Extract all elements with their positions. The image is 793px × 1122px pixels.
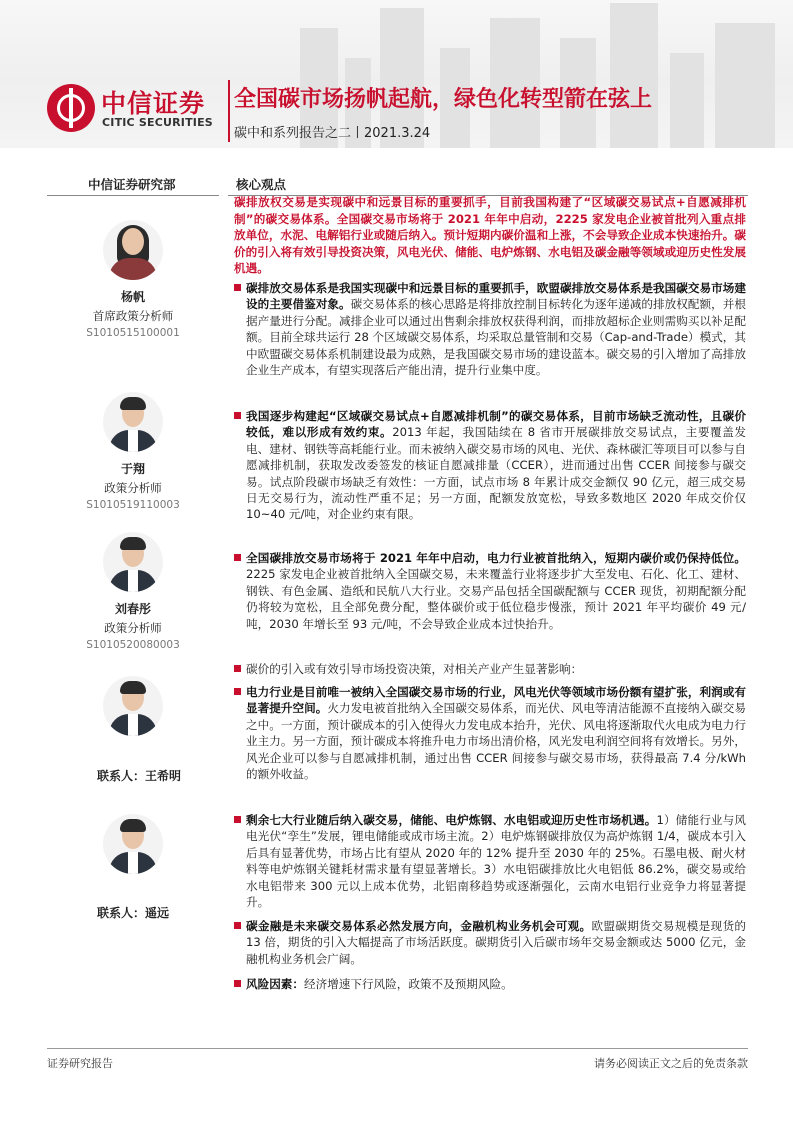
list-item — [234, 280, 746, 378]
section-title: 核心观点 — [236, 177, 287, 192]
bullet-heading: 碳排放交易体系是我国实现碳中和远景目标的重要抓手，欧盟碳排放交易体系是我国碳交易市场建设的主要借鉴对象。 — [246, 281, 746, 312]
bullet-marker-icon — [234, 665, 241, 672]
bullet-text: 火力发电被首批纳入全国碳交易体系，而光伏、风电等清洁能源不直接纳入碳交易之中。一方面，预计碳成本的引入使得火力发电成本抬升，光伏、风电将逐渐取代火电成为电力行业主力。另一方面，预计碳成本将推升电力市场出清价格，风光发电利润空间将有效增长。另外，风光企业可以参与自愿减排机制，通过出售 CCER 间接参与碳交易市场，获得最高 7.4 分/kWh 的额外收益。 — [246, 701, 746, 782]
bullet-text: 2013 年起，我国陆续在 8 省市开展碳排放交易试点，主要覆盖发电、建材、钢铁等高耗能行业。而未被纳入碳交易市场的风电、光伏、森林碳汇等项目可以参与自愿减排机制，获取发改委签发的核证自愿减排量（CCER），进而通过出售 CCER 间接参与碳交易。试点阶段碳市场缺乏有效性：一方面，试点市场 8 年累计成交金额仅 90 亿元，超三成交易日无交易行为，流动性严重不足；另一方面，配额发放宽松，导致多数地区 2020 年成交价仅 10~40 元/吨，对企业约束有限。 — [246, 425, 746, 522]
analyst-card — [47, 392, 219, 511]
bullet-heading: 电力行业是目前唯一被纳入全国碳交易市场的行业，风电光伏等领域市场份额有望扩张，利润或有显著提升空间。 — [246, 685, 746, 716]
summary-paragraph: 碳排放权交易是实现碳中和远景目标的重要抓手，目前我国构建了“区域碳交易试点+自愿减排机制”的碳交易体系。全国碳交易市场将于 2021 年年中启动，2225 家发电企业被首批列入重点排放单位，水泥、电解铝行业或随后纳入。预计短期内碳价温和上涨，不会导致企业成本快速抬升。碳价的引入将有效引导投资决策，风电光伏、储能、电炉炼钢、水电铝及碳金融等领域或迎历史性发展机遇。 — [234, 195, 746, 275]
analyst-id: S1010515100001 — [86, 327, 180, 339]
title-divider — [228, 80, 230, 142]
avatar — [103, 220, 163, 280]
list-item — [234, 661, 746, 677]
analyst-title: 首席政策分析师 — [92, 309, 174, 323]
bullet-text: 碳价的引入或有效引导市场投资决策，对相关产业产生显著影响： — [246, 662, 583, 676]
analyst-id: S1010519110003 — [86, 499, 180, 511]
list-item — [234, 976, 746, 992]
bullet-marker-icon — [234, 412, 241, 419]
logo-text-cn: 中信证券 — [101, 89, 206, 118]
bullet-heading: 风险因素： — [246, 977, 304, 991]
list-item — [234, 550, 746, 632]
bullet-text: 1）储能行业与风电光伏“孪生”发展，锂电储能或成市场主流。2）电炉炼钢碳排放仅为高炉炼钢 1/4，碳成本引入后具有显著优势，市场占比有望从 2020 年的 12% 提升至 2030 年的 25%。石墨电极、耐火材料等电炉炼钢关键耗材需求量有望显著增长。3）水电铝碳排放比火电铝低 86.2%，碳交易或给水电铝带来 300 元以上成本优势，北铝南移趋势或逐渐强化，云南水电铝行业竞争力将显著提升。 — [246, 813, 746, 910]
report-title: 全国碳市场扬帆起航，绿色化转型箭在弦上 — [234, 87, 653, 112]
footer-left: 证券研究报告 — [47, 1057, 113, 1070]
bullet-heading: 碳金融是未来碳交易体系必然发展方向，金融机构业务机会可观。 — [246, 919, 592, 933]
footer-divider — [47, 1048, 748, 1049]
list-item — [234, 408, 746, 523]
bullet-text: 碳交易体系的核心思路是将排放控制目标转化为逐年递减的排放权配额，并根据产量进行分配。减排企业可以通过出售剩余排放权获得利润，而排放超标企业则需购买以补足配额。目前全球共运行 28 个区域碳交易体系，均采取总量管制和交易（Cap-and-Trade）模式，其中欧盟碳交易体系机制建设最为成熟，是我国碳交易市场的建设蓝本。碳交易的引入增加了高排放企业生产成本，有望实现落后产能出清，提升行业集中度。 — [246, 297, 746, 378]
list-item — [234, 812, 746, 910]
bullet-text: 2225 家发电企业被首批纳入全国碳交易，未来覆盖行业将逐步扩大至发电、石化、化工、建材、钢铁、有色金属、造纸和民航八大行业。交易产品包括全国碳配额与 CCER 现货，初期配额分配仍将较为宽松，且全部免费分配，整体碳价或于低位稳步慢涨，预计 2021 年平均碳价 49 元/吨，2030 年增长至 93 元/吨，不会导致企业成本过快抬升。 — [246, 567, 746, 631]
bullet-marker-icon — [234, 980, 241, 987]
citic-logo-icon — [47, 84, 95, 132]
analyst-name: 于翔 — [120, 462, 145, 476]
avatar — [103, 676, 163, 736]
bullet-marker-icon — [234, 554, 241, 561]
bullet-text: 经济增速下行风险，政策不及预期风险。 — [303, 977, 513, 991]
institute-name: 中信证券研究部 — [88, 177, 176, 192]
analyst-card — [47, 532, 219, 651]
bullet-marker-icon — [234, 816, 241, 823]
report-subtitle: 碳中和系列报告之二丨2021.3.24 — [234, 126, 431, 141]
logo-text-en: CITIC SECURITIES — [102, 116, 213, 129]
bullet-heading: 剩余七大行业随后纳入碳交易，储能、电炉炼钢、水电铝或迎历史性市场机遇。 — [246, 813, 657, 827]
bullet-marker-icon — [234, 688, 241, 695]
avatar — [103, 532, 163, 592]
contact-label: 联系人：遥远 — [97, 906, 170, 920]
list-item — [234, 918, 746, 967]
bullet-marker-icon — [234, 284, 241, 291]
analyst-id: S1010520080003 — [86, 639, 180, 651]
bullet-heading: 我国逐步构建起“区域碳交易试点+自愿减排机制”的碳交易体系，目前市场缺乏流动性，且碳价较低，难以形成有效约束。 — [246, 409, 746, 440]
sidebar-divider — [47, 195, 219, 196]
bullet-marker-icon — [234, 922, 241, 929]
list-item — [234, 684, 746, 782]
building-graphic — [670, 53, 704, 148]
analyst-title: 政策分析师 — [104, 481, 162, 495]
avatar — [103, 392, 163, 452]
footer-disclaimer: 请务必阅读正文之后的免责条款 — [594, 1057, 748, 1070]
building-graphic — [610, 3, 658, 148]
analyst-name: 刘春彤 — [114, 602, 151, 616]
bullet-text: 欧盟碳期货交易规模是现货的 13 倍，期货的引入大幅提高了市场活跃度。碳期货引入后碳市场年交易金额或达 5000 亿元，金融机构业务机会广阔。 — [246, 919, 746, 966]
analyst-card — [47, 220, 219, 339]
building-graphic — [715, 23, 775, 148]
bullet-heading: 全国碳排放交易市场将于 2021 年年中启动，电力行业被首批纳入，短期内碳价或仍保持低位。 — [246, 551, 746, 565]
analyst-title: 政策分析师 — [104, 621, 162, 635]
analyst-name: 杨帆 — [120, 290, 145, 304]
avatar — [103, 814, 163, 874]
contact-label: 联系人：王希明 — [97, 769, 182, 783]
